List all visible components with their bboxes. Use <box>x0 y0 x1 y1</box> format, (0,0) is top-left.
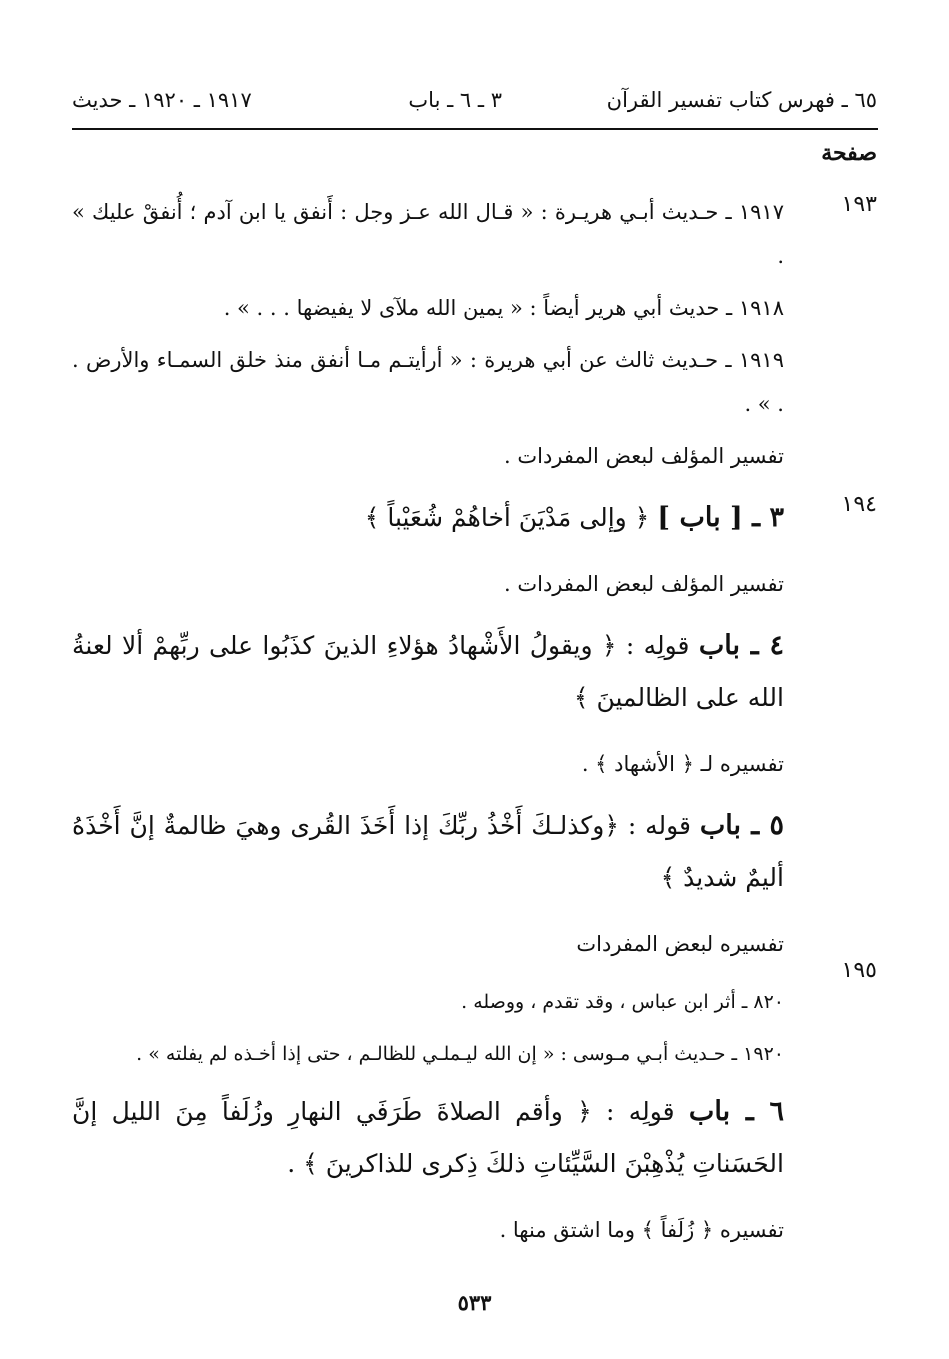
athar-820: ٨٢٠ ـ أثر ابن عباس ، وقد تقدم ، ووصله . <box>461 991 784 1013</box>
bab-4-verse: قولِه : ﴿ ويقولُ الأَشْهادُ هؤلاءِ الذينَ كذَبُوا على ربِّهمْ ألا لعنةُ الله على الظالمينَ ﴾ <box>72 631 784 712</box>
bab-6-label: ٦ ـ باب <box>688 1096 784 1127</box>
page-number-193: ١٩٣ <box>841 192 877 217</box>
running-header <box>72 88 877 126</box>
hadith-1920: ١٩٢٠ ـ حـديث أبـي مـوسى : « إن الله ليـملـي للظالـم ، حتى إذا أخـذه لم يفلته » . <box>136 1043 784 1065</box>
bab-6-heading <box>72 1086 784 1190</box>
page-folio-number: ٥٣٣ <box>457 1290 492 1315</box>
bab-3-label: ٣ ـ [ باب ] <box>657 502 784 533</box>
header-bab-range: ٣ ـ ٦ ـ باب <box>408 88 502 112</box>
tafsir-note-2: تفسير المؤلف لبعض المفردات . <box>504 572 784 596</box>
hadith-1919: ١٩١٩ ـ حـديث ثالث عن أبي هريرة : « أرأيتـم مـا أنفق منذ خلق السمـاء والأرض . . » . <box>72 348 784 416</box>
hadith-1917: ١٩١٧ ـ حـديث أبـي هريـرة : « قـال الله عـز وجل : أَنفق يا ابن آدم ؛ أُنفقْ عليك » . <box>72 200 784 268</box>
tafsir-note-3: تفسيره لـ ﴿ الأشهاد ﴾ . <box>581 752 784 776</box>
page-number-194: ١٩٤ <box>841 492 877 517</box>
bab-6-verse: قولِه : ﴿ وأقم الصلاةَ طَرَفَي النهارِ وزُلَفاً مِنَ الليل إنَّ الحَسَناتِ يُذْهِبْنَ السَّيِّئاتِ ذلكَ ذِكرى للذاكرينَ ﴾ . <box>72 1097 784 1178</box>
bab-4-heading <box>72 620 784 724</box>
bab-3-heading <box>72 492 784 544</box>
header-hadith-range: ١٩١٧ ـ ١٩٢٠ ـ حديث <box>72 88 252 112</box>
page-column-label: صفحة <box>821 140 877 166</box>
bab-4-label: ٤ ـ باب <box>698 630 785 661</box>
index-body <box>72 190 784 1266</box>
page-number-195: ١٩٥ <box>841 958 877 983</box>
tafsir-note-4: تفسيره لبعض المفردات <box>576 932 784 956</box>
bab-5-heading <box>72 800 784 904</box>
bab-5-verse: قوله : ﴿وكذلـكَ أَخْذُ ربِّكَ إذا أَخَذَ القُرى وهيَ ظالمةٌ إنَّ أَخْذَهُ أليمٌ شديدٌ ﴾ <box>72 811 784 892</box>
header-chapter-title: ٦٥ ـ فهرس كتاب تفسير القرآن <box>606 88 877 112</box>
header-rule <box>72 128 878 130</box>
hadith-1918: ١٩١٨ ـ حديث أبي هرير أيضاً : « يمين الله ملآى لا يفيضها . . . » . <box>223 296 784 320</box>
tafsir-note-1: تفسير المؤلف لبعض المفردات . <box>504 444 784 468</box>
tafsir-note-5: تفسيره ﴿ زُلَفاً ﴾ وما اشتق منها . <box>499 1218 784 1242</box>
bab-5-label: ٥ ـ باب <box>699 810 785 841</box>
bab-3-verse: ﴿ وإلى مَدْيَنَ أخاهُمْ شُعَيْباً ﴾ <box>364 503 650 532</box>
